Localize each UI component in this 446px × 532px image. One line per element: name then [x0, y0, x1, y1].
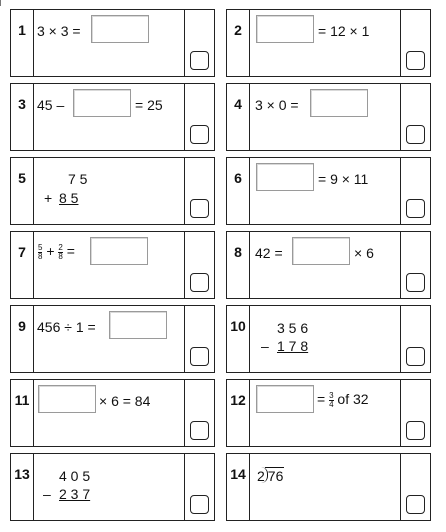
tick-checkbox[interactable] [406, 273, 425, 292]
tick-checkbox[interactable] [406, 495, 425, 514]
question-body [35, 232, 183, 298]
answer-box[interactable] [38, 385, 96, 413]
answer-box[interactable] [310, 89, 368, 117]
minuend: 4 0 5 [59, 468, 91, 484]
question-text-end: = 25 [135, 97, 163, 113]
minuend: 3 5 6 [277, 320, 309, 336]
fraction-1: $\frac{5}{8}$ [38, 242, 43, 261]
question-text: × 6 = 84 [99, 393, 151, 409]
question-card-5 [10, 157, 215, 225]
question-card-2 [226, 9, 431, 77]
question-body [35, 158, 183, 224]
question-card-9 [10, 305, 215, 373]
check-column [400, 84, 430, 150]
answer-box[interactable] [256, 385, 314, 413]
question-text-end: × 6 [354, 245, 374, 261]
question-text: 42 = [255, 245, 283, 261]
question-body [35, 306, 183, 372]
question-card-14 [226, 453, 431, 521]
tick-checkbox[interactable] [190, 421, 209, 440]
addend-top: 7 5 [68, 171, 88, 187]
tick-checkbox[interactable] [406, 51, 425, 70]
question-number: 14 [227, 454, 250, 520]
question-number: 12 [227, 380, 250, 446]
question-body [251, 232, 399, 298]
divisor: 2 [257, 468, 265, 484]
question-number: 1 [11, 10, 34, 76]
question-card-7 [10, 231, 215, 299]
question-number: 9 [11, 306, 34, 372]
question-card-8 [226, 231, 431, 299]
question-card-10 [226, 305, 431, 373]
question-body [35, 84, 183, 150]
answer-box[interactable] [91, 15, 149, 43]
question-body [251, 454, 399, 520]
check-column [184, 158, 214, 224]
answer-box[interactable] [90, 237, 148, 265]
subtrahend: 1 7 8 [277, 338, 309, 354]
question-text: = 12 × 1 [318, 23, 370, 39]
question-body [35, 10, 183, 76]
question-body [35, 454, 183, 520]
question-text: 3 × 0 = [255, 97, 299, 113]
question-number: 5 [11, 158, 34, 224]
operator: + [44, 190, 53, 206]
tick-checkbox[interactable] [190, 51, 209, 70]
check-column [184, 84, 214, 150]
tick-checkbox[interactable] [406, 421, 425, 440]
tick-checkbox[interactable] [190, 273, 209, 292]
tick-checkbox[interactable] [190, 199, 209, 218]
check-column [400, 306, 430, 372]
check-column [184, 454, 214, 520]
check-column [184, 380, 214, 446]
question-text: = $\frac{3}{4}$ of 32 [317, 390, 369, 409]
question-text: 3 × 3 = [37, 23, 81, 39]
question-number: 3 [11, 84, 34, 150]
check-column [400, 380, 430, 446]
question-number: 11 [11, 380, 34, 446]
question-text: 456 ÷ 1 = [37, 319, 96, 335]
question-body [251, 380, 399, 446]
answer-box[interactable] [292, 237, 350, 265]
check-column [184, 10, 214, 76]
tick-checkbox[interactable] [406, 125, 425, 144]
tick-checkbox[interactable] [190, 125, 209, 144]
answer-box[interactable] [73, 89, 131, 117]
answer-box[interactable] [256, 15, 314, 43]
question-card-12 [226, 379, 431, 447]
tick-checkbox[interactable] [190, 495, 209, 514]
question-card-1 [10, 9, 215, 77]
question-body [251, 306, 399, 372]
answer-box[interactable] [256, 163, 314, 191]
fraction-sum: $\frac{5}{8}$ + $\frac{2}{8}$ = [38, 242, 75, 261]
question-text: 45 – [37, 97, 65, 113]
dividend: 76 [265, 467, 285, 484]
check-column [184, 306, 214, 372]
fraction-2: $\frac{2}{8}$ [58, 242, 63, 261]
question-card-11 [10, 379, 215, 447]
check-column [400, 454, 430, 520]
operator: – [43, 486, 51, 502]
fraction: $\frac{3}{4}$ [329, 390, 334, 409]
check-column [184, 232, 214, 298]
question-body [35, 380, 183, 446]
page-edge-mark [0, 0, 1, 6]
tick-checkbox[interactable] [406, 347, 425, 366]
question-number: 13 [11, 454, 34, 520]
question-card-4 [226, 83, 431, 151]
subtrahend: 2 3 7 [59, 486, 91, 502]
question-card-3 [10, 83, 215, 151]
question-card-6 [226, 157, 431, 225]
question-number: 2 [227, 10, 250, 76]
question-number: 7 [11, 232, 34, 298]
question-text: = 9 × 11 [318, 171, 369, 187]
check-column [400, 232, 430, 298]
question-number: 4 [227, 84, 250, 150]
question-body [251, 158, 399, 224]
tick-checkbox[interactable] [190, 347, 209, 366]
question-number: 8 [227, 232, 250, 298]
check-column [400, 158, 430, 224]
question-body [251, 10, 399, 76]
answer-box[interactable] [109, 311, 167, 339]
question-card-13 [10, 453, 215, 521]
question-body [251, 84, 399, 150]
long-division [257, 467, 284, 484]
operator: – [261, 338, 269, 354]
question-number: 10 [227, 306, 250, 372]
addend-bottom: 8 5 [59, 190, 79, 206]
check-column [400, 10, 430, 76]
question-number: 6 [227, 158, 250, 224]
tick-checkbox[interactable] [406, 199, 425, 218]
